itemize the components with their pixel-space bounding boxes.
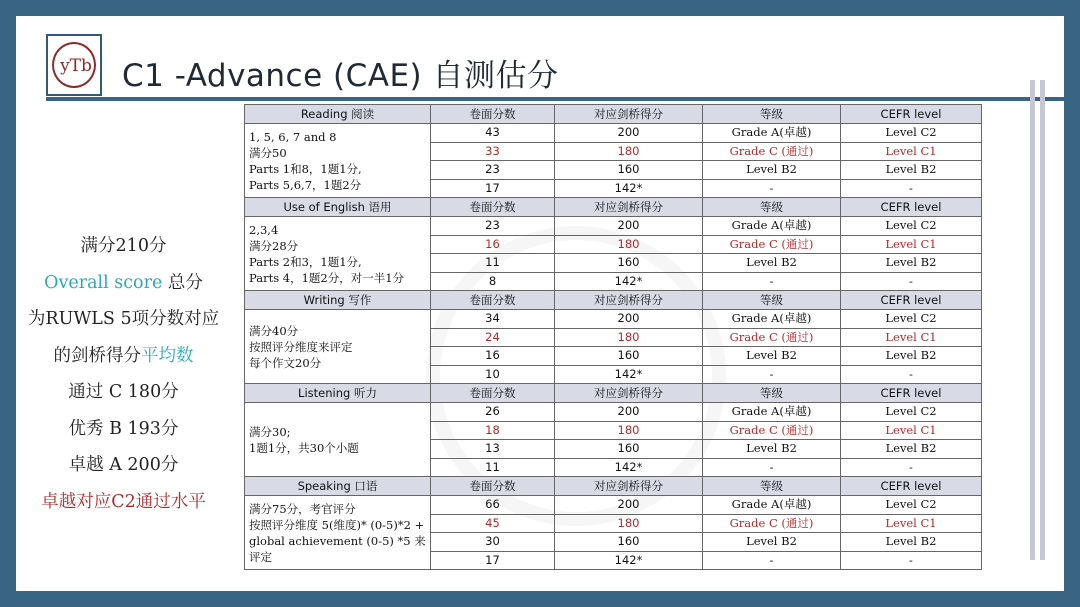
description-line: 满分30; [249,424,291,439]
logo-text: yTb [60,56,92,76]
column-header: 等级 [703,198,841,217]
column-header: CEFR level [841,384,982,403]
grade: - [703,179,841,198]
grade: Grade A(卓越) [703,124,841,143]
description-line: 满分75分，考官评分 [249,501,356,516]
cefr-level: - [841,551,982,570]
column-header: CEFR level [841,105,982,124]
cefr-level: - [841,179,982,198]
description-line: Parts 5,6,7，1题2分 [249,177,362,192]
description-line: 每个作文20分 [249,355,322,370]
grade: Grade C (通过) [703,421,841,440]
summary-line [16,338,231,375]
table-row [245,217,982,236]
logo-emblem-icon [52,42,96,88]
grade: Level B2 [703,161,841,180]
column-header: 对应剑桥得分 [555,105,703,124]
grade: Grade C (通过) [703,514,841,533]
raw-score: 11 [431,458,555,477]
section-header-row [245,384,982,403]
cambridge-score: 142* [555,179,703,198]
cambridge-score: 200 [555,496,703,515]
summary-line [16,265,231,302]
score-table [244,104,982,570]
cefr-level: Level B2 [841,533,982,552]
description-line: 按照评分维度 5(维度)* (0-5)*2 + global achievement (0-5) *5 来评定 [249,517,426,564]
cefr-level: Level C2 [841,496,982,515]
table-row [245,496,982,515]
description-line: Parts 1和8，1题1分, [249,161,362,176]
description-line: 满分28分 [249,238,299,253]
summary-highlight: 卓越对应C2通过水平 [41,491,206,512]
column-header: 等级 [703,384,841,403]
grade: Level B2 [703,254,841,273]
grade: Level B2 [703,533,841,552]
summary-line: 卓越 A 200分 [68,455,179,475]
grade: Grade A(卓越) [703,310,841,329]
cambridge-score: 180 [555,235,703,254]
grade: Grade C (通过) [703,142,841,161]
cefr-level: - [841,365,982,384]
section-name: Writing 写作 [245,291,431,310]
grade: Level B2 [703,440,841,459]
cefr-level: Level B2 [841,254,982,273]
section-description [245,217,431,291]
section-header-row [245,105,982,124]
description-line: 2,3,4 [249,222,279,237]
decorative-bar [1030,80,1035,560]
grade: Grade C (通过) [703,235,841,254]
cefr-level: Level C1 [841,328,982,347]
cambridge-score: 200 [555,403,703,422]
cefr-level: Level C1 [841,514,982,533]
cambridge-score: 200 [555,217,703,236]
cambridge-score: 200 [555,310,703,329]
column-header: 对应剑桥得分 [555,291,703,310]
cambridge-score: 180 [555,142,703,161]
grade: Grade A(卓越) [703,217,841,236]
column-header: 卷面分数 [431,291,555,310]
grade: - [703,551,841,570]
column-header: 对应剑桥得分 [555,198,703,217]
description-line: 1, 5, 6, 7 and 8 [249,129,337,144]
section-header-row [245,477,982,496]
cambridge-score: 160 [555,440,703,459]
summary-line: 满分210分 [80,236,167,256]
grade: Grade C (通过) [703,328,841,347]
summary-line: 优秀 B 193分 [68,418,179,439]
raw-score: 30 [431,533,555,552]
table-row [245,403,982,422]
raw-score: 18 [431,421,555,440]
column-header: CEFR level [841,291,982,310]
column-header: 对应剑桥得分 [555,384,703,403]
slide [16,16,1064,591]
section-description [245,124,431,198]
raw-score: 66 [431,496,555,515]
grade: Level B2 [703,347,841,366]
summary-text: 的剑桥得分 [53,345,141,366]
grade: - [703,365,841,384]
cambridge-score: 160 [555,254,703,273]
cambridge-score: 142* [555,272,703,291]
description-line: 按照评分维度来评定 [249,339,353,354]
summary-text: 总分 [162,272,203,293]
section-name: Speaking 口语 [245,477,431,496]
grade: - [703,272,841,291]
raw-score: 17 [431,179,555,198]
raw-score: 16 [431,235,555,254]
raw-score: 16 [431,347,555,366]
overall-score-label: Overall score [44,272,163,293]
cefr-level: Level C1 [841,235,982,254]
cambridge-score: 142* [555,551,703,570]
table-row [245,124,982,143]
score-summary [16,228,231,520]
section-header-row [245,198,982,217]
section-name: Reading 阅读 [245,105,431,124]
page-title: C1 -Advance (CAE) 自测估分 [122,58,559,94]
description-line: 满分40分 [249,323,299,338]
column-header: 等级 [703,291,841,310]
cambridge-score: 180 [555,421,703,440]
cambridge-score: 200 [555,124,703,143]
column-header: 卷面分数 [431,477,555,496]
description-line: Parts 4，1题2分，对一半1分 [249,270,405,285]
cambridge-score: 142* [555,458,703,477]
raw-score: 8 [431,272,555,291]
description-line: 1题1分，共30个小题 [249,440,359,455]
cambridge-score: 160 [555,533,703,552]
column-header: CEFR level [841,198,982,217]
raw-score: 11 [431,254,555,273]
raw-score: 10 [431,365,555,384]
column-header: 卷面分数 [431,384,555,403]
cambridge-score: 160 [555,347,703,366]
cefr-level: Level B2 [841,347,982,366]
summary-line: 通过 C 180分 [68,382,179,402]
raw-score: 23 [431,161,555,180]
section-description [245,496,431,570]
cambridge-score: 142* [555,365,703,384]
raw-score: 26 [431,403,555,422]
column-header: 对应剑桥得分 [555,477,703,496]
average-label: 平均数 [141,345,194,366]
grade: Grade A(卓越) [703,496,841,515]
column-header: 等级 [703,477,841,496]
raw-score: 43 [431,124,555,143]
raw-score: 13 [431,440,555,459]
cefr-level: Level C1 [841,142,982,161]
cefr-level: Level C2 [841,217,982,236]
column-header: 卷面分数 [431,198,555,217]
cefr-level: Level C2 [841,403,982,422]
column-header: CEFR level [841,477,982,496]
column-header: 卷面分数 [431,105,555,124]
cefr-level: - [841,272,982,291]
column-header: 等级 [703,105,841,124]
description-line: 满分50 [249,145,287,160]
section-name: Use of English 语用 [245,198,431,217]
cambridge-score: 160 [555,161,703,180]
decorative-bar [1040,80,1045,560]
raw-score: 34 [431,310,555,329]
raw-score: 45 [431,514,555,533]
cefr-level: Level C2 [841,310,982,329]
cefr-level: - [841,458,982,477]
cambridge-score: 180 [555,328,703,347]
raw-score: 24 [431,328,555,347]
section-name: Listening 听力 [245,384,431,403]
raw-score: 23 [431,217,555,236]
section-description [245,403,431,477]
cefr-level: Level C2 [841,124,982,143]
cambridge-score: 180 [555,514,703,533]
cefr-level: Level C1 [841,421,982,440]
raw-score: 33 [431,142,555,161]
logo [46,34,102,96]
cefr-level: Level B2 [841,440,982,459]
section-description [245,310,431,384]
description-line: Parts 2和3，1题1分, [249,254,362,269]
table-row [245,310,982,329]
score-table-body [245,105,982,570]
summary-line: 为RUWLS 5项分数对应 [27,309,220,329]
title-underline [46,97,1064,101]
grade: - [703,458,841,477]
section-header-row [245,291,982,310]
raw-score: 17 [431,551,555,570]
grade: Grade A(卓越) [703,403,841,422]
cefr-level: Level B2 [841,161,982,180]
